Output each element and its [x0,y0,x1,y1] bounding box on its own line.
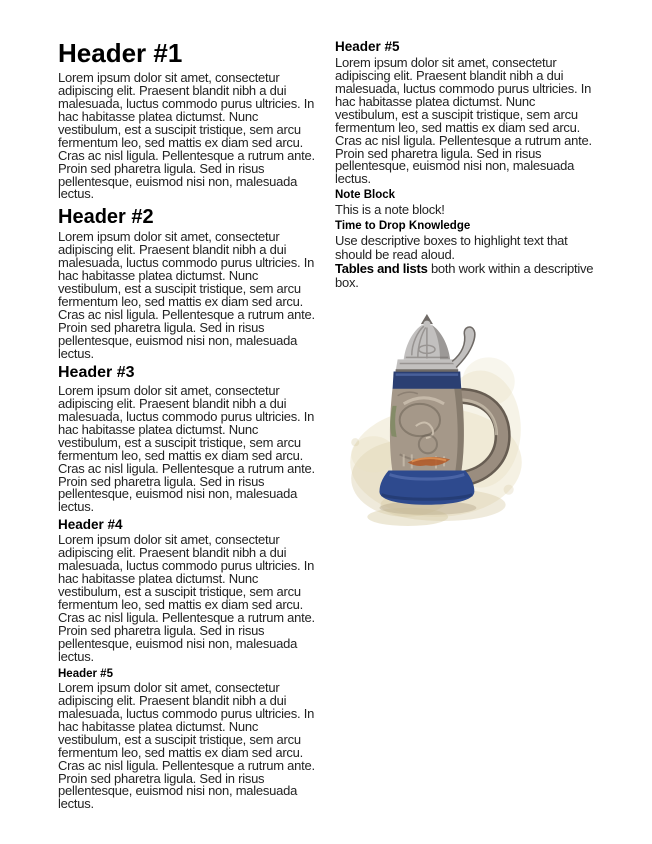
knowledge-text: Use descriptive boxes to highlight text that should be read aloud. [335,233,568,262]
tables-note [335,262,597,289]
stein-body [390,388,464,473]
header-5: Header #5 [58,667,113,680]
note-block-text: This is a note block! [335,202,445,218]
header-4: Header #4 [58,517,123,533]
column-right [335,40,597,532]
tables-note-rest: both work within a descriptive box. [335,261,594,290]
lorem-paragraph-2: Lorem ipsum dolor sit amet, consectetur adipiscing elit. Praesent blandit nibh a dui malesuada, luctus commodo purus ultricies. In hac habitasse platea dictumst. Nunc vestibulum, est a suscipit tristique, sem arcu fermentum leo, sed mattis ex diam sed arcu. Cras ac nisl ligula. Pellentesque a rutrum ante. Proin sed pharetra ligula. Sed in risus pellentesque, euismod nisi non, malesuada lectus. [58,229,315,361]
stein-base [379,471,474,505]
lorem-paragraph-5: Lorem ipsum dolor sit amet, consectetur adipiscing elit. Praesent blandit nibh a dui malesuada, luctus commodo purus ultricies. In hac habitasse platea dictumst. Nunc vestibulum, est a suscipit tristique, sem arcu fermentum leo, sed mattis ex diam sed arcu. Cras ac nisl ligula. Pellentesque a rutrum ante. Proin sed pharetra ligula. Sed in risus pellentesque, euismod nisi non, malesuada lectus. [58,680,315,812]
header-1: Header #1 [58,38,183,68]
note-block-label: Note Block [335,189,396,202]
column-left [58,40,320,811]
lorem-paragraph-4: Lorem ipsum dolor sit amet, consectetur adipiscing elit. Praesent blandit nibh a dui malesuada, luctus commodo purus ultricies. In hac habitasse platea dictumst. Nunc vestibulum, est a suscipit tristique, sem arcu fermentum leo, sed mattis ex diam sed arcu. Cras ac nisl ligula. Pellentesque a rutrum ante. Proin sed pharetra ligula. Sed in risus pellentesque, euismod nisi non, malesuada lectus. [58,532,315,664]
knowledge-label: Time to Drop Knowledge [335,219,471,232]
stein-rim [396,360,459,372]
lorem-paragraph-1: Lorem ipsum dolor sit amet, consectetur adipiscing elit. Praesent blandit nibh a dui malesuada, luctus commodo purus ultricies. In hac habitasse platea dictumst. Nunc vestibulum, est a suscipit tristique, sem arcu fermentum leo, sed mattis ex diam sed arcu. Cras ac nisl ligula. Pellentesque a rutrum ante. Proin sed pharetra ligula. Sed in risus pellentesque, euismod nisi non, malesuada lectus. [58,70,315,202]
stein-thumb-lever [452,327,475,367]
lorem-paragraph-3: Lorem ipsum dolor sit amet, consectetur adipiscing elit. Praesent blandit nibh a dui malesuada, luctus commodo purus ultricies. In hac habitasse platea dictumst. Nunc vestibulum, est a suscipit tristique, sem arcu fermentum leo, sed mattis ex diam sed arcu. Cras ac nisl ligula. Pellentesque a rutrum ante. Proin sed pharetra ligula. Sed in risus pellentesque, euismod nisi non, malesuada lectus. [58,383,315,515]
lorem-paragraph-6: Lorem ipsum dolor sit amet, consectetur adipiscing elit. Praesent blandit nibh a dui malesuada, luctus commodo purus ultricies. In hac habitasse platea dictumst. Nunc vestibulum, est a suscipit tristique, sem arcu fermentum leo, sed mattis ex diam sed arcu. Cras ac nisl ligula. Pellentesque a rutrum ante. Proin sed pharetra ligula. Sed in risus pellentesque, euismod nisi non, malesuada lectus. [335,55,592,187]
beer-stein-illustration [347,313,527,527]
stein-lid [404,325,450,359]
header-3: Header #3 [58,364,135,382]
header-2: Header #2 [58,206,154,229]
tables-note-bold: Tables and lists [335,261,428,277]
header-5-right: Header #5 [335,39,400,54]
